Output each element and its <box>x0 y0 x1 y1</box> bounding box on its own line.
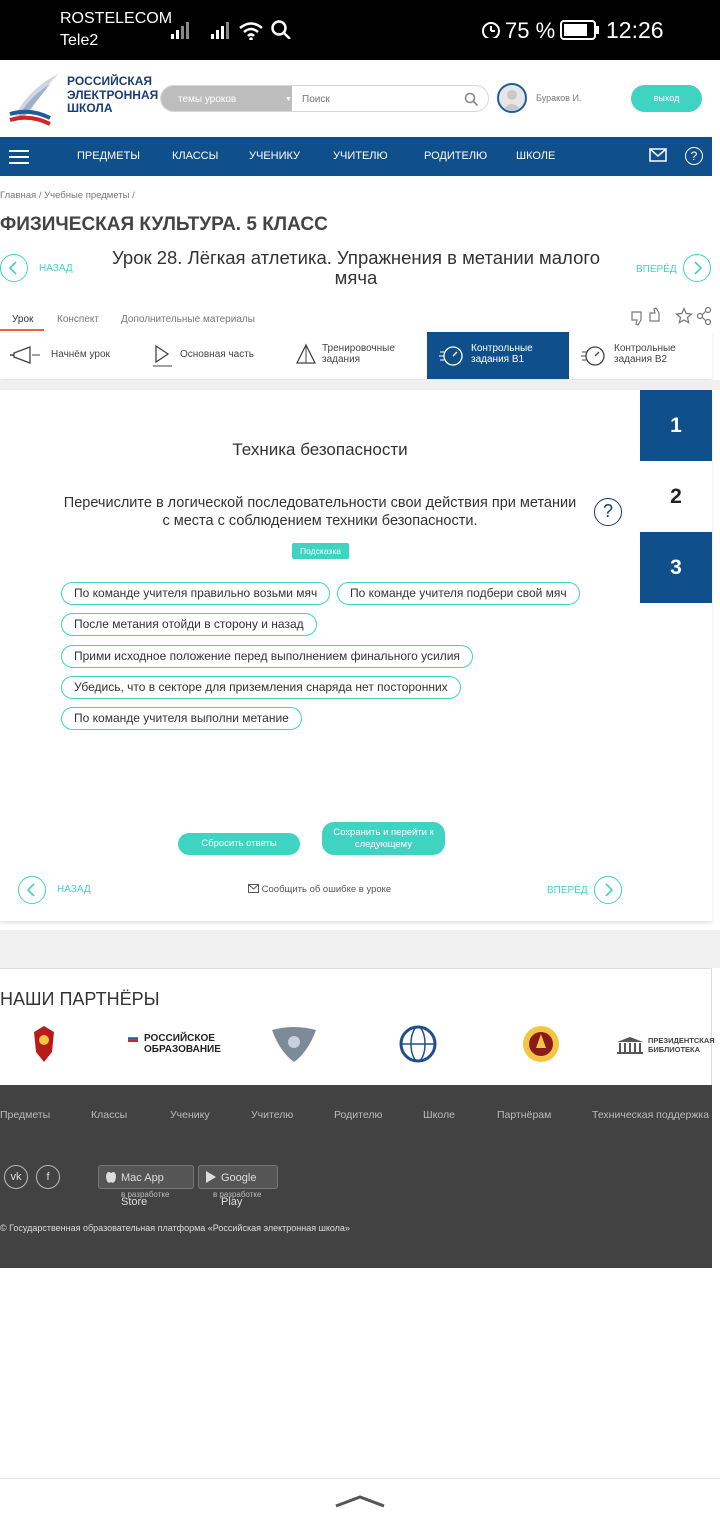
answer-option[interactable]: Убедись, что в секторе для приземления снаряда нет посторонних <box>61 676 461 699</box>
step-start-lesson[interactable]: Начнём урок <box>0 332 142 379</box>
footer-link-student[interactable]: Ученику <box>170 1109 210 1121</box>
search-icon[interactable] <box>464 92 479 107</box>
facebook-icon[interactable]: f <box>36 1165 60 1189</box>
google-play-status: в разработке <box>213 1190 262 1199</box>
triangle-icon <box>295 343 317 367</box>
library-building-icon <box>616 1036 644 1054</box>
active-tab-indicator <box>0 329 44 331</box>
partners-section <box>0 968 712 1085</box>
task-number-3[interactable]: 3 <box>640 532 712 603</box>
chevron-down-icon: ▼ <box>285 96 292 103</box>
task-forward-button[interactable] <box>594 876 622 904</box>
footer-link-support[interactable]: Техническая поддержка <box>592 1109 710 1121</box>
footer-link-teacher[interactable]: Учителю <box>251 1109 294 1121</box>
signal-icon <box>210 20 232 40</box>
carrier-secondary: Tele2 <box>60 32 99 49</box>
search-category-select[interactable]: темы уроков ▼ <box>161 86 292 112</box>
apple-icon <box>105 1170 117 1184</box>
section-divider <box>0 930 720 968</box>
battery-percent: 75 % <box>505 18 556 43</box>
task-back-button[interactable] <box>18 876 46 904</box>
footer-link-school[interactable]: Школе <box>423 1109 455 1121</box>
flag-icon <box>128 1035 138 1042</box>
resh-logo-icon[interactable] <box>6 70 64 128</box>
task-forward-label[interactable]: ВПЕРЁД <box>547 885 588 896</box>
stopwatch-icon <box>581 342 607 368</box>
answer-option[interactable]: По команде учителя выполни метание <box>61 707 302 730</box>
save-next-button[interactable]: Сохранить и перейти к следующему <box>322 822 445 855</box>
wifi-icon <box>238 20 264 40</box>
lesson-title: Урок 28. Лёгкая атлетика. Упражнения в метании малого мяча <box>112 247 600 288</box>
mail-icon[interactable] <box>649 148 667 162</box>
task-number-1[interactable]: 1 <box>640 390 712 461</box>
screen: ROSTELECOM Tele2 75 % 12:26 РОССИЙСКАЯ ЭЛЕКТРОННАЯ ШКОЛА темы уроков ▼ Поиск Бураков И. выход ПРЕДМЕТЫ КЛАССЫ УЧЕНИКУ УЧИТЕЛЮ РОДИТЕЛЮ ШКОЛЕ ? Главная / Учебные предметы / ФИЗИЧЕСКАЯ КУЛЬТУРА. 5 КЛАСС НАЗАД Урок 28. Лёгкая атлетика. Упражнения в метании малого мяча ВПЕРЁД Урок Конспект Дополнительные материалы Начнём урок Основная часть Тренировочные задания Контрольные задания В1 Контрольные задания В2 1 2 3 Техника безопасности Перечислите в логической последовательности свои действия при метании с места с соблюдением техники безопасности. ? Подсказка По команде учителя правильно возьми мяч По команде учителя подбери свой мяч После метания отойди в сторону и назад Прими исходное положение перед выполнением финального усилия Убедись, что в секторе для приземления снаряда нет посторонних По команде учителя выполни метание Сбросить ответы Сохранить и перейти к следующему НАЗАД Сообщить об ошибке в уроке ВПЕРЁД НАШИ ПАРТНЁРЫ РОССИЙСКОЕ ОБРАЗОВАНИЕ ПРЕЗИДЕНТСКАЯ БИБЛИОТЕКА Предметы Классы Ученику Учителю Родителю Школе Партнёрам Техническая поддержка vk f Mac App Store Google Play в разработке в разработке © Государственная образовательная платформа «Российская электронная школа» <box>0 0 720 1520</box>
tab-lesson[interactable]: Урок <box>12 314 34 325</box>
hint-button[interactable]: Подсказка <box>292 543 349 559</box>
nav-item-student[interactable]: УЧЕНИКУ <box>249 150 301 162</box>
nav-item-classes[interactable]: КЛАССЫ <box>172 150 219 162</box>
google-play-badge[interactable]: Google Play <box>198 1165 278 1189</box>
coat-of-arms-icon[interactable] <box>26 1022 62 1066</box>
breadcrumb-subjects[interactable]: Учебные предметы <box>44 190 130 201</box>
globe-emblem-icon[interactable] <box>394 1022 442 1066</box>
lesson-forward-button[interactable] <box>683 254 711 282</box>
footer-link-classes[interactable]: Классы <box>91 1109 128 1121</box>
search-input[interactable] <box>302 86 462 112</box>
footer-link-partners[interactable]: Партнёрам <box>497 1109 552 1121</box>
status-bar <box>0 0 720 60</box>
avatar[interactable] <box>497 83 527 113</box>
lesson-back-button[interactable] <box>0 254 28 282</box>
page-title: ФИЗИЧЕСКАЯ КУЛЬТУРА. 5 КЛАСС <box>0 214 328 235</box>
step-main-part[interactable]: Основная часть <box>142 332 284 379</box>
answer-option[interactable]: Прими исходное положение перед выполнением финального усилия <box>61 645 473 668</box>
emergency-ministry-emblem-icon[interactable] <box>518 1022 564 1066</box>
menu-icon[interactable] <box>9 150 29 164</box>
chevron-right-icon <box>684 255 710 281</box>
footer-link-subjects[interactable]: Предметы <box>0 1109 51 1121</box>
share-icon[interactable] <box>697 307 712 325</box>
clock: 12:26 <box>606 17 664 43</box>
nav-item-school[interactable]: ШКОЛЕ <box>516 150 556 162</box>
task-number-2[interactable]: 2 <box>640 461 712 532</box>
lesson-forward-label[interactable]: ВПЕРЁД <box>636 264 677 275</box>
system-navigation-bar <box>0 1478 720 1520</box>
footer-link-parent[interactable]: Родителю <box>334 1109 383 1121</box>
tab-extra-materials[interactable]: Дополнительные материалы <box>121 314 255 325</box>
help-icon[interactable]: ? <box>594 498 622 526</box>
section-divider <box>0 380 720 390</box>
nav-item-parent[interactable]: РОДИТЕЛЮ <box>424 150 488 162</box>
nav-item-subjects[interactable]: ПРЕДМЕТЫ <box>77 150 140 162</box>
app-store-badge[interactable]: Mac App Store <box>98 1165 194 1189</box>
chevron-left-icon <box>1 255 27 281</box>
chevron-right-icon <box>595 877 621 903</box>
chevron-left-icon <box>19 877 45 903</box>
logout-button[interactable]: выход <box>631 85 702 112</box>
site-footer <box>0 1085 712 1268</box>
lesson-steps <box>0 332 712 379</box>
answer-option[interactable]: По команде учителя правильно возьми мяч <box>61 582 330 605</box>
task-question: Перечислите в логической последовательности свои действия при метании с места с соблюдением техники безопасности. <box>63 495 577 529</box>
star-icon[interactable] <box>675 307 693 325</box>
copyright: © Государственная образовательная платформа «Российская электронная школа» <box>0 1223 350 1233</box>
task-back-label[interactable]: НАЗАД <box>57 884 91 895</box>
vk-icon[interactable]: vk <box>4 1165 28 1189</box>
help-icon[interactable]: ? <box>685 147 703 165</box>
site-logo-text[interactable]: РОССИЙСКАЯ ЭЛЕКТРОННАЯ ШКОЛА <box>67 74 159 115</box>
thumbs-down-icon[interactable] <box>630 309 648 327</box>
step-control-tasks-b2[interactable]: Контрольные задания В2 <box>569 332 712 379</box>
answer-option[interactable]: После метания отойди в сторону и назад <box>61 613 317 636</box>
reset-answers-button[interactable]: Сбросить ответы <box>178 833 300 855</box>
megaphone-icon <box>10 344 42 366</box>
battery-icon <box>560 20 600 40</box>
answer-option[interactable]: По команде учителя подбери свой мяч <box>337 582 580 605</box>
search-bar <box>160 85 489 112</box>
alarm-icon <box>479 18 503 38</box>
chevron-up-icon[interactable] <box>334 1493 386 1509</box>
site-header <box>0 60 720 137</box>
user-icon <box>499 85 525 111</box>
step-training-tasks[interactable]: Тренировочные задания <box>284 332 427 379</box>
google-play-icon <box>205 1170 217 1184</box>
thumbs-up-icon[interactable] <box>648 306 666 324</box>
stopwatch-icon <box>439 342 465 368</box>
breadcrumb: Главная / Учебные предметы / <box>0 190 135 201</box>
main-nav <box>0 137 712 176</box>
breadcrumb-home[interactable]: Главная <box>0 190 37 201</box>
play-icon <box>152 342 174 368</box>
step-control-tasks-b1[interactable]: Контрольные задания В1 <box>427 332 569 379</box>
signal-icon <box>170 20 192 40</box>
partners-title: НАШИ ПАРТНЁРЫ <box>0 989 160 1009</box>
carrier-primary: ROSTELECOM <box>60 10 173 27</box>
search-icon <box>270 19 292 39</box>
mail-icon <box>248 884 259 893</box>
ministry-emblem-icon[interactable] <box>268 1022 320 1066</box>
report-error-link[interactable]: Сообщить об ошибке в уроке <box>248 884 391 895</box>
task-title: Техника безопасности <box>232 440 408 459</box>
tab-summary[interactable]: Конспект <box>57 314 99 325</box>
user-name[interactable]: Бураков И. <box>536 93 582 103</box>
lesson-back-label[interactable]: НАЗАД <box>39 263 73 274</box>
nav-item-teacher[interactable]: УЧИТЕЛЮ <box>333 150 388 162</box>
app-store-status: в разработке <box>121 1190 170 1199</box>
